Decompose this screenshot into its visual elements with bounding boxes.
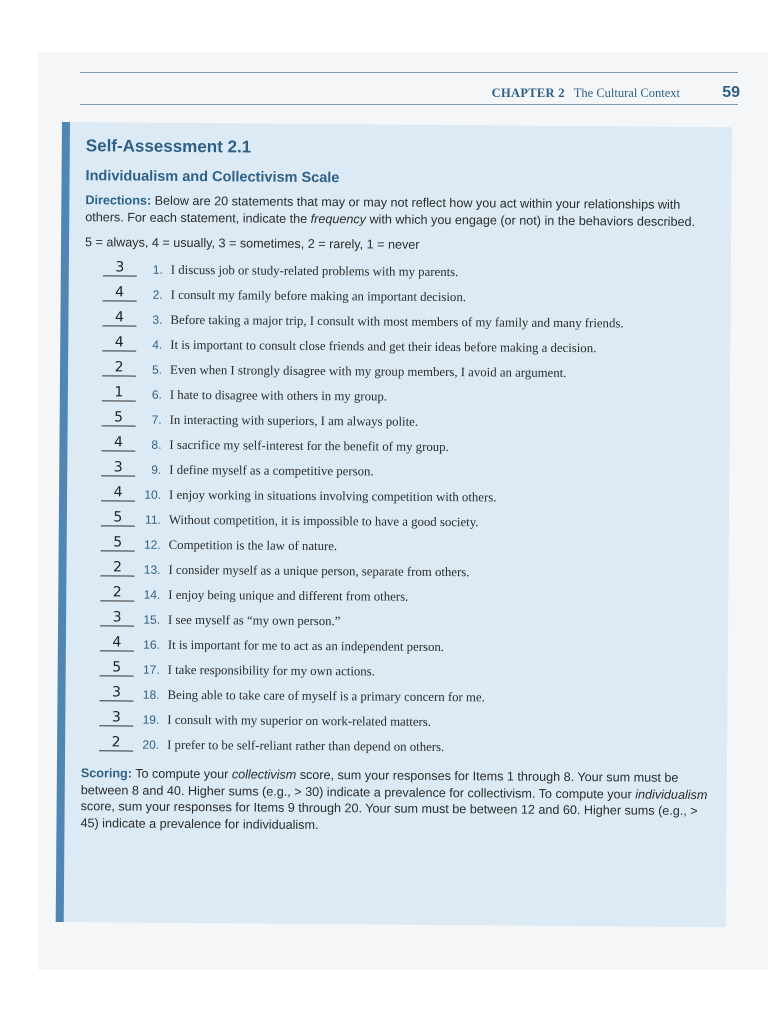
scoring-emphasis-collectivism: collectivism (231, 767, 297, 782)
statement-item (81, 732, 709, 762)
statement-text: I hate to disagree with others in my group. (169, 387, 388, 404)
statement-number: 4. (152, 337, 163, 352)
statement-number: 19. (142, 712, 160, 727)
scoring (80, 765, 708, 836)
statement-text: I see myself as “my own person.” (168, 612, 341, 629)
handwritten-answer[interactable]: 5 (101, 536, 135, 551)
statement-text: I prefer to be self-reliant rather than depend on others. (167, 737, 445, 755)
statement-number: 2. (152, 287, 163, 302)
handwritten-answer[interactable]: 2 (100, 561, 134, 576)
handwritten-answer[interactable]: 3 (101, 461, 135, 476)
statement-list (81, 257, 713, 762)
handwritten-answer[interactable]: 4 (101, 436, 135, 451)
statement-text: I enjoy being unique and different from others. (168, 587, 409, 604)
scoring-emphasis-individualism: individualism (635, 787, 708, 802)
handwritten-answer[interactable]: 5 (102, 411, 136, 426)
chapter-label: CHAPTER 2 (491, 86, 565, 100)
header-rule-top (80, 72, 738, 73)
statement-number: 13. (143, 562, 161, 577)
statement-text: I enjoy working in situations involving competition with others. (169, 487, 497, 505)
statement-number: 11. (145, 512, 161, 527)
statement-number: 5. (151, 362, 163, 377)
directions-label: Directions: (85, 193, 152, 208)
statement-text: Being able to take care of myself is a primary concern for me. (167, 687, 485, 705)
handwritten-answer[interactable]: 4 (100, 636, 134, 651)
statement-number: 15. (143, 612, 161, 627)
statement-text: I take responsibility for my own actions. (167, 662, 375, 679)
statement-number: 16. (143, 637, 160, 652)
statement-number: 1. (152, 262, 163, 277)
directions-text-a: Below are 20 statements that may or may not reflect how you act within your relationships with others. For each statement, indicate the (85, 193, 681, 226)
statement-number: 18. (142, 687, 160, 702)
handwritten-answer[interactable]: 3 (103, 261, 137, 276)
statement-text: It is important to consult close friends and get their ideas before making a decision. (170, 337, 597, 356)
statement-text: I sacrifice my self-interest for the benefit of my group. (169, 437, 449, 455)
self-assessment-box (56, 122, 732, 927)
statement-number: 14. (143, 587, 161, 602)
running-head (380, 86, 680, 101)
handwritten-answer[interactable]: 3 (100, 611, 134, 626)
statement-text: I discuss job or study-related problems with my parents. (170, 262, 459, 280)
directions-text-b: with which you engage (or not) in the behaviors described. (369, 211, 696, 229)
handwritten-answer[interactable]: 3 (99, 711, 133, 726)
handwritten-answer[interactable]: 5 (100, 661, 134, 676)
statement-number: 8. (151, 437, 162, 452)
handwritten-answer[interactable]: 4 (102, 311, 136, 326)
statement-number: 9. (151, 462, 162, 477)
handwritten-answer[interactable]: 4 (101, 486, 135, 501)
assessment-subtitle: Individualism and Collectivism Scale (85, 168, 340, 187)
statement-text: Competition is the law of nature. (168, 537, 338, 554)
handwritten-answer[interactable]: 4 (102, 336, 136, 351)
scoring-text-b: score, sum your responses for Items 1 through 8. Your sum must be between 8 and 40. Higher sums (e.g., > 30) indicate a prevalence for collectivism. To compute your (80, 767, 679, 801)
statement-number: 17. (142, 662, 160, 677)
statement-number: 7. (151, 412, 162, 427)
directions-emphasis: frequency (310, 211, 367, 226)
statement-number: 3. (152, 312, 163, 327)
statement-text: I consider myself as a unique person, separate from others. (168, 562, 470, 580)
scoring-label: Scoring: (80, 766, 133, 781)
statement-number: 12. (143, 537, 161, 552)
statement-number: 20. (142, 737, 160, 752)
chapter-title: The Cultural Context (573, 86, 680, 100)
handwritten-answer[interactable]: 2 (102, 361, 136, 376)
assessment-title: Self-Assessment 2.1 (85, 136, 252, 157)
page-number: 59 (722, 84, 740, 101)
scoring-text-c: score, sum your responses for Items 9 through 20. Your sum must be between 12 and 60. Higher sums (e.g., > 45) indicate a prevalence for individualism. (80, 799, 698, 832)
statement-text: It is important for me to act as an independent person. (167, 637, 445, 655)
statement-number: 10. (144, 487, 162, 502)
scoring-text-a: To compute your (135, 766, 229, 782)
header-rule-bottom (80, 104, 738, 105)
handwritten-answer[interactable]: 1 (102, 386, 136, 401)
statement-text: I consult with my superior on work-related matters. (167, 712, 432, 729)
handwritten-answer[interactable]: 4 (103, 286, 137, 301)
statement-text: Even when I strongly disagree with my group members, I avoid an argument. (170, 362, 567, 380)
statement-text: I define myself as a competitive person. (169, 462, 374, 479)
directions (85, 192, 713, 230)
handwritten-answer[interactable]: 3 (99, 686, 133, 701)
frequency-scale: 5 = always, 4 = usually, 3 = sometimes, 2 = rarely, 1 = never (85, 235, 420, 252)
statement-text: In interacting with superiors, I am always polite. (169, 412, 419, 429)
handwritten-answer[interactable]: 2 (100, 586, 134, 601)
statement-text: Without competition, it is impossible to have a good society. (168, 512, 479, 530)
statement-text: I consult my family before making an important decision. (170, 287, 467, 305)
statement-text: Before taking a major trip, I consult with most members of my family and many friends. (170, 312, 624, 331)
handwritten-answer[interactable]: 5 (101, 511, 135, 526)
handwritten-answer[interactable]: 2 (99, 736, 133, 751)
statement-number: 6. (151, 387, 162, 402)
